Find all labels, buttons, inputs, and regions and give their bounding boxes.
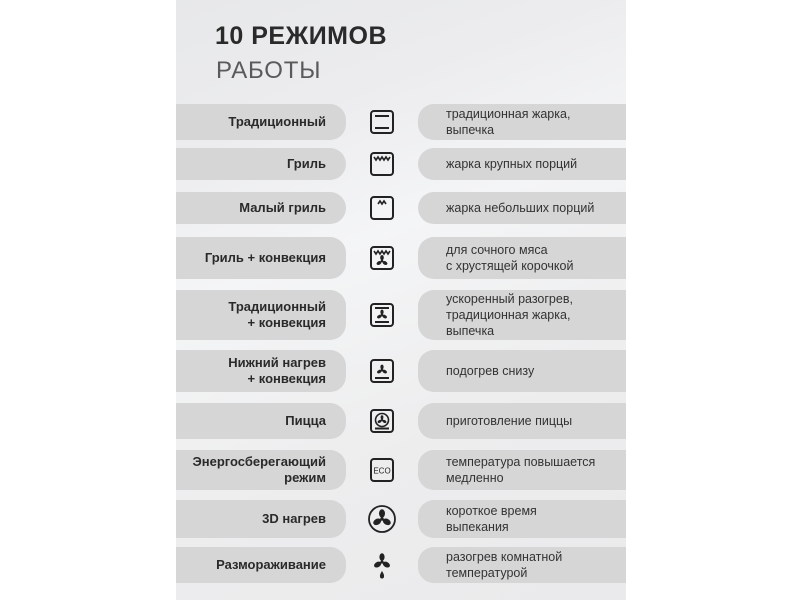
mode-description-pill	[418, 350, 626, 392]
page-subtitle: РАБОТЫ	[216, 57, 322, 84]
mode-description: традиционная жарка, выпечка	[446, 107, 571, 137]
mode-name-pill	[176, 104, 346, 140]
top-bottom-heat-icon	[366, 104, 398, 140]
small-grill-icon	[366, 192, 398, 224]
mode-description: приготовление пиццы	[446, 414, 573, 428]
mode-name: Малый гриль	[239, 200, 326, 215]
grill-fan-icon	[366, 237, 398, 279]
mode-description-pill	[418, 104, 626, 140]
mode-name: Гриль	[286, 156, 326, 171]
mode-description: короткое время выпекания	[446, 504, 537, 534]
mode-name: Пицца	[285, 413, 326, 428]
mode-row	[0, 403, 800, 439]
mode-name: Традиционный + конвекция	[228, 299, 326, 330]
mode-name-pill	[176, 148, 346, 180]
mode-name: Энергосберегающий режим	[192, 454, 326, 485]
mode-description-pill	[418, 192, 626, 224]
mode-name: Гриль + конвекция	[204, 250, 326, 265]
mode-description-pill	[418, 148, 626, 180]
mode-name: 3D нагрев	[262, 511, 326, 526]
mode-description-pill	[418, 547, 626, 583]
mode-name-pill	[176, 403, 346, 439]
mode-description: ускоренный разогрев, традиционная жарка, выпечка	[446, 292, 573, 338]
mode-row	[0, 500, 800, 538]
bottom-heat-fan-icon	[366, 350, 398, 392]
grill-icon	[366, 148, 398, 180]
mode-row	[0, 192, 800, 224]
mode-name: Размораживание	[216, 557, 326, 572]
mode-name-pill	[176, 350, 346, 392]
mode-name-pill	[176, 500, 346, 538]
mode-name-pill	[176, 450, 346, 490]
mode-description-pill	[418, 237, 626, 279]
mode-name: Нижний нагрев + конвекция	[228, 355, 326, 386]
mode-description-pill	[418, 500, 626, 538]
mode-row	[0, 148, 800, 180]
mode-description-pill	[418, 290, 626, 340]
mode-name: Традиционный	[228, 114, 326, 129]
mode-description: подогрев снизу	[446, 364, 535, 378]
mode-description: жарка крупных порций	[446, 157, 578, 171]
mode-name-pill	[176, 290, 346, 340]
mode-row	[0, 350, 800, 392]
mode-name-pill	[176, 237, 346, 279]
conventional-fan-icon	[366, 290, 398, 340]
mode-description: жарка небольших порций	[446, 201, 595, 215]
pizza-icon	[366, 403, 398, 439]
mode-description-pill	[418, 450, 626, 490]
page-title: 10 РЕЖИМОВ	[215, 22, 387, 50]
mode-description: для сочного мяса с хрустящей корочкой	[446, 243, 574, 273]
eco-icon	[366, 450, 398, 490]
mode-row	[0, 547, 800, 583]
mode-name-pill	[176, 547, 346, 583]
mode-row	[0, 290, 800, 340]
fan-3d-icon	[366, 500, 398, 538]
mode-row	[0, 104, 800, 140]
defrost-icon	[366, 547, 398, 583]
mode-name-pill	[176, 192, 346, 224]
mode-description-pill	[418, 403, 626, 439]
mode-row	[0, 450, 800, 490]
mode-description: температура повышается медленно	[446, 455, 596, 485]
mode-description: разогрев комнатной температурой	[446, 550, 563, 580]
eco-icon-label: ECO	[373, 466, 391, 476]
mode-row	[0, 237, 800, 279]
